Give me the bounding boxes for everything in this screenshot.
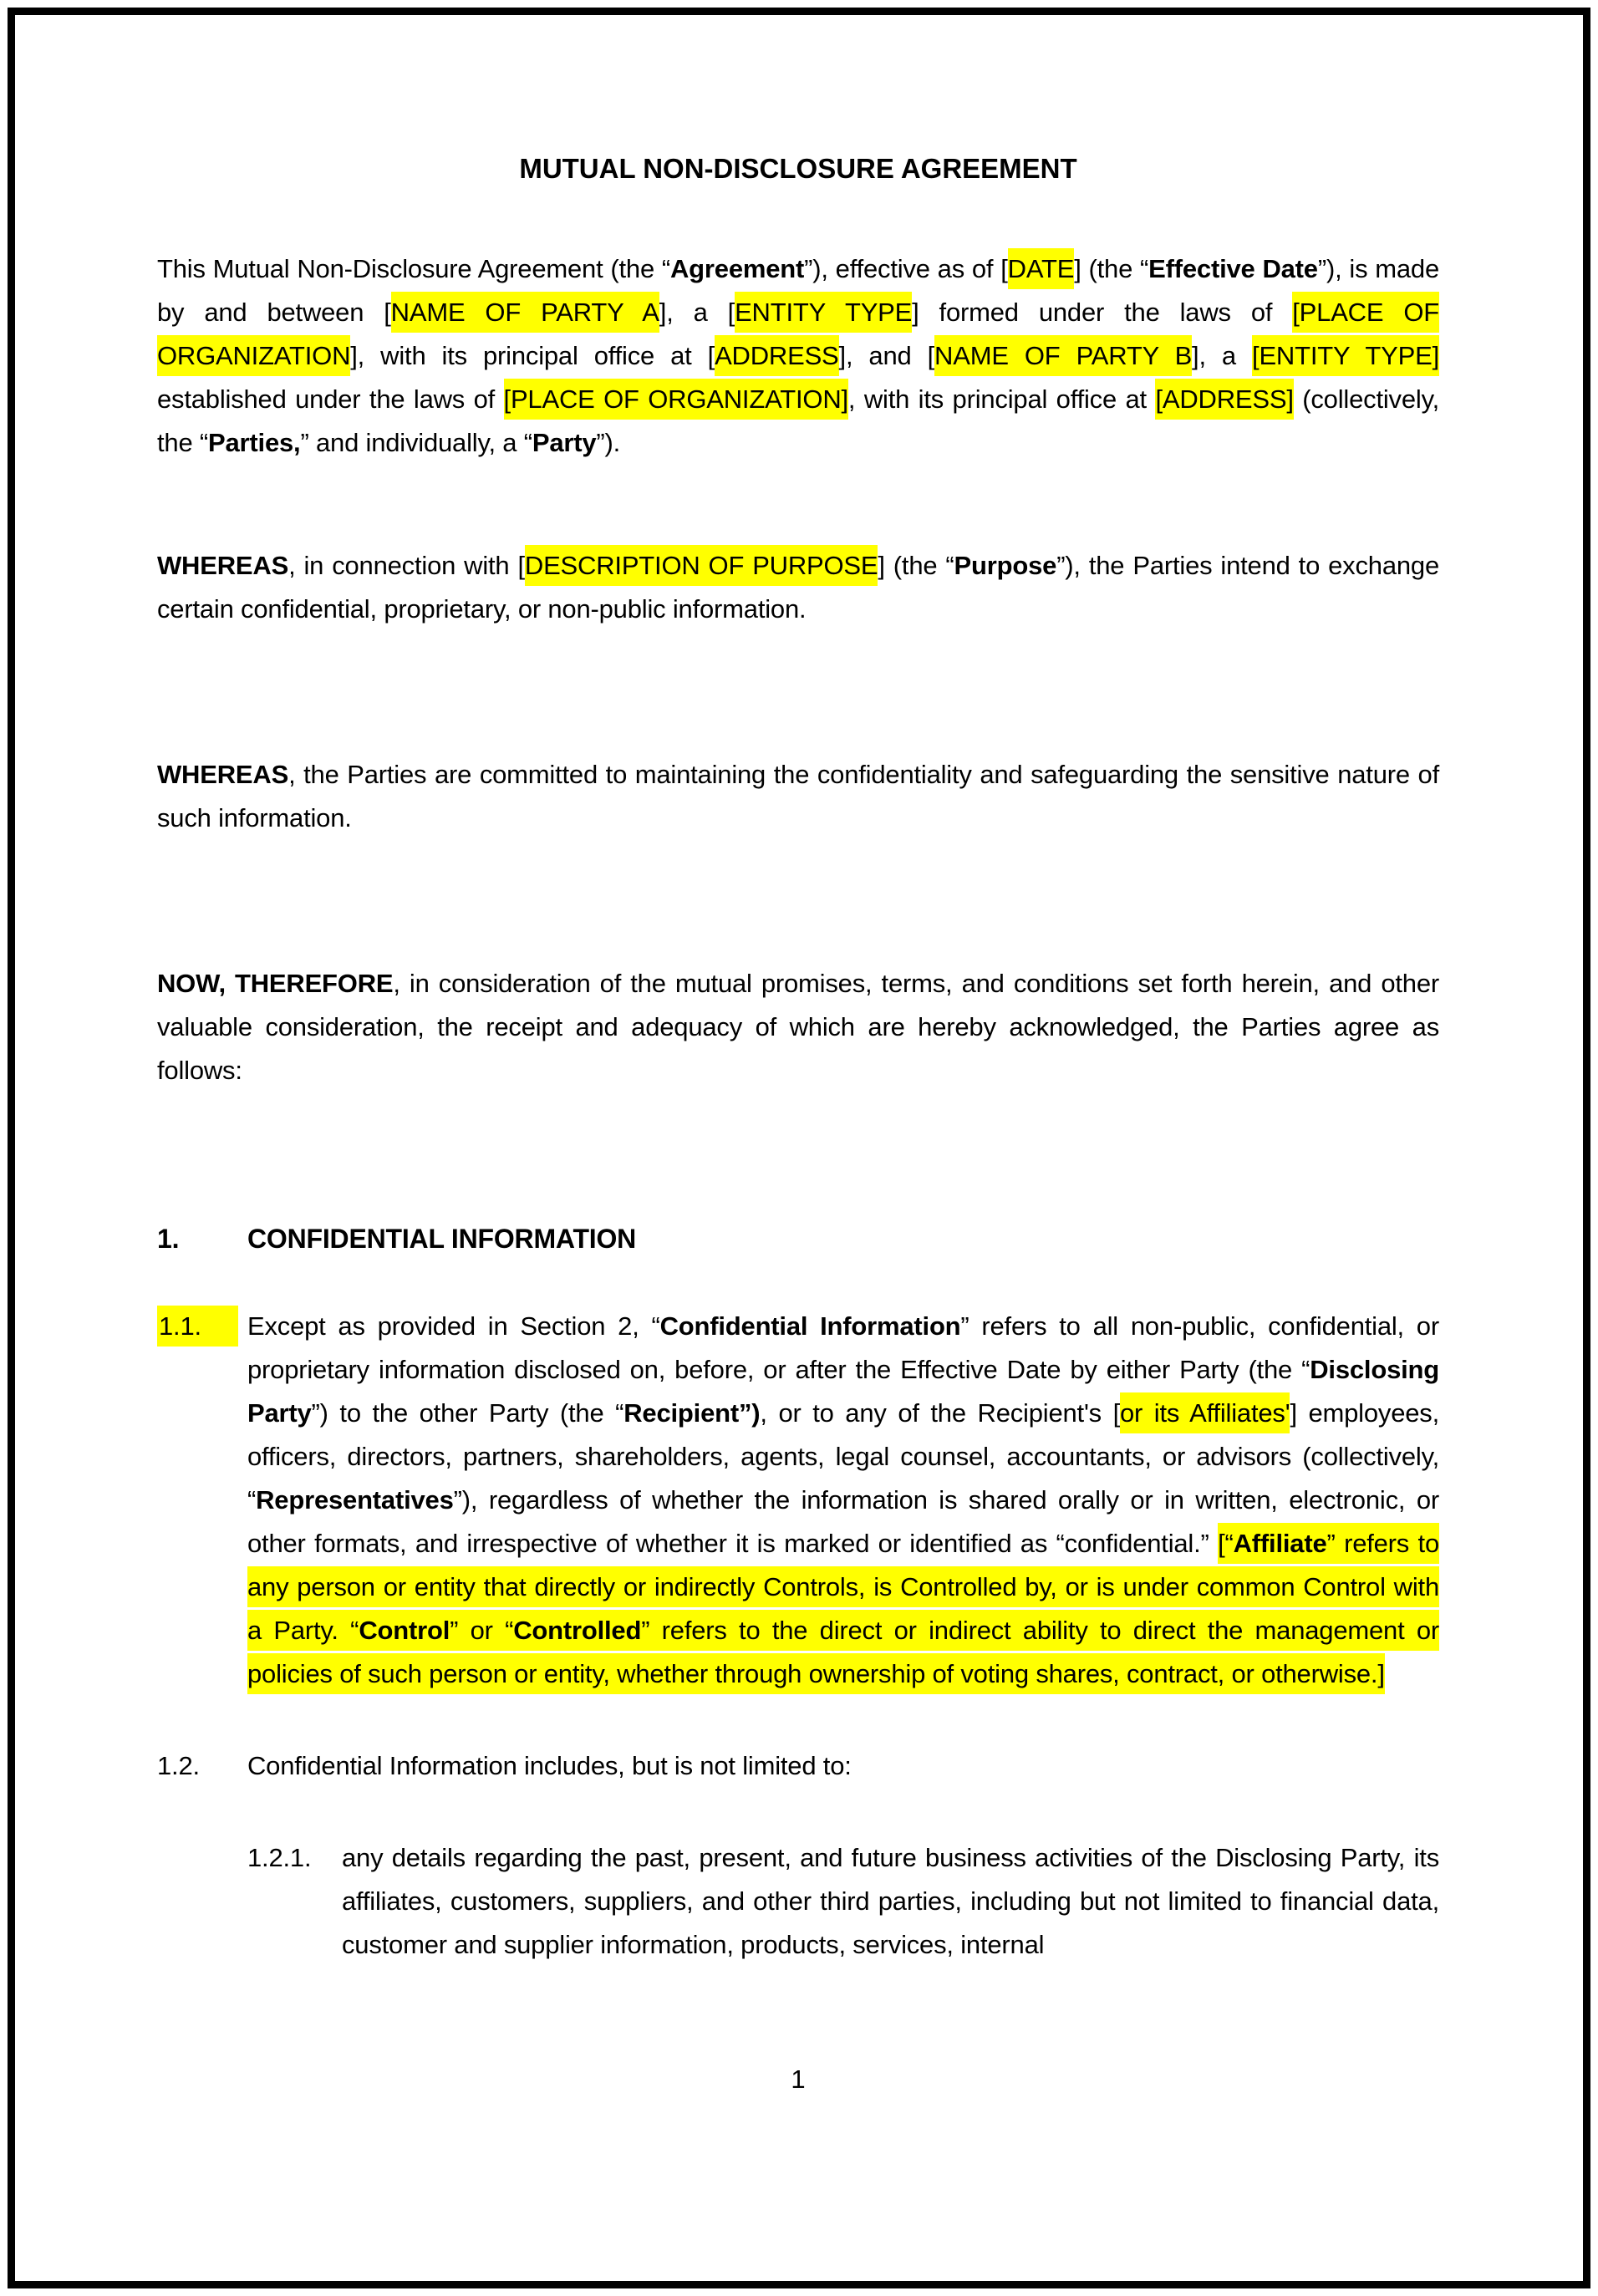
- clause-1-1-paragraph: [157, 1305, 1439, 1696]
- whereas-commitment-paragraph: WHEREAS, the Parties are committed to maintaining the confidentiality and safeguarding the sensitive nature of such information.: [157, 760, 1439, 832]
- document-title: MUTUAL NON-DISCLOSURE AGREEMENT: [519, 153, 1077, 184]
- intro-paragraph: This Mutual Non-Disclosure Agreement (the “Agreement”), effective as of [DATE] (the “Effective Date”), is made by and between [NAME OF PARTY A], a [ENTITY TYPE] formed under the laws of [PLACE OF ORGANIZATION], with its principal office at [ADDRESS], and [NAME OF PARTY B], a [ENTITY TYPE] established under the laws of [PLACE OF ORGANIZATION], with its principal office at [ADDRESS] (collectively, the “Parties,” and individually, a “Party”).: [157, 247, 1439, 465]
- now-therefore-paragraph: NOW, THEREFORE, in consideration of the mutual promises, terms, and conditions set forth herein, and other valuable consideration, the receipt and adequacy of which are hereby acknowledged, the Parties agree as follows:: [157, 969, 1440, 1085]
- clause-1-2-paragraph: [157, 1744, 1439, 1788]
- page-number: 1: [791, 2064, 806, 2094]
- clause-1-2-1-text: any details regarding the past, present, and future business activities of the Disclosing Party, its affiliates, customers, suppliers, and other third parties, including but not limited to financial data, customer and supplier information, products, services, internal: [342, 1843, 1439, 1959]
- clause-1-2-1-number: 1.2.1.: [247, 1843, 312, 1872]
- clause-1-2-1-paragraph: [247, 1836, 1439, 1967]
- section-1-number: 1.: [157, 1224, 180, 1254]
- clause-1-1-number: 1.1.: [157, 1305, 238, 1348]
- whereas-purpose-paragraph: WHEREAS, in connection with [DESCRIPTION OF PURPOSE] (the “Purpose”), the Parties intend to exchange certain confidential, proprietary, or non-public information.: [157, 544, 1439, 631]
- section-1-heading: [157, 1217, 1439, 1260]
- clause-1-2-number: 1.2.: [157, 1751, 200, 1780]
- clause-1-1-text: Except as provided in Section 2, “Confidential Information” refers to all non-public, confidential, or proprietary information disclosed on, before, or after the Effective Date by either Party (the “Disclosing Party”) to the other Party (the “Recipient”), or to any of the Recipient's [or its Affiliates'] employees, officers, directors, partners, shareholders, agents, legal counsel, accountants, or advisors (collectively, “Representatives”), regardless of whether the information is shared orally or in written, electronic, or other formats, and irrespective of whether it is marked or identified as “confidential.” [“Affiliate” refers to any person or entity that directly or indirectly Controls, is Controlled by, or is under common Control with a Party. “Control” or “Controlled” refers to the direct or indirect ability to direct the management or policies of such person or entity, whether through ownership of voting shares, contract, or otherwise.]: [247, 1311, 1439, 1694]
- page-border-frame: [8, 8, 1590, 2288]
- clause-1-2-text: Confidential Information includes, but is not limited to:: [247, 1751, 852, 1780]
- page-content: [15, 15, 1583, 2101]
- section-1-heading-text: CONFIDENTIAL INFORMATION: [247, 1224, 637, 1254]
